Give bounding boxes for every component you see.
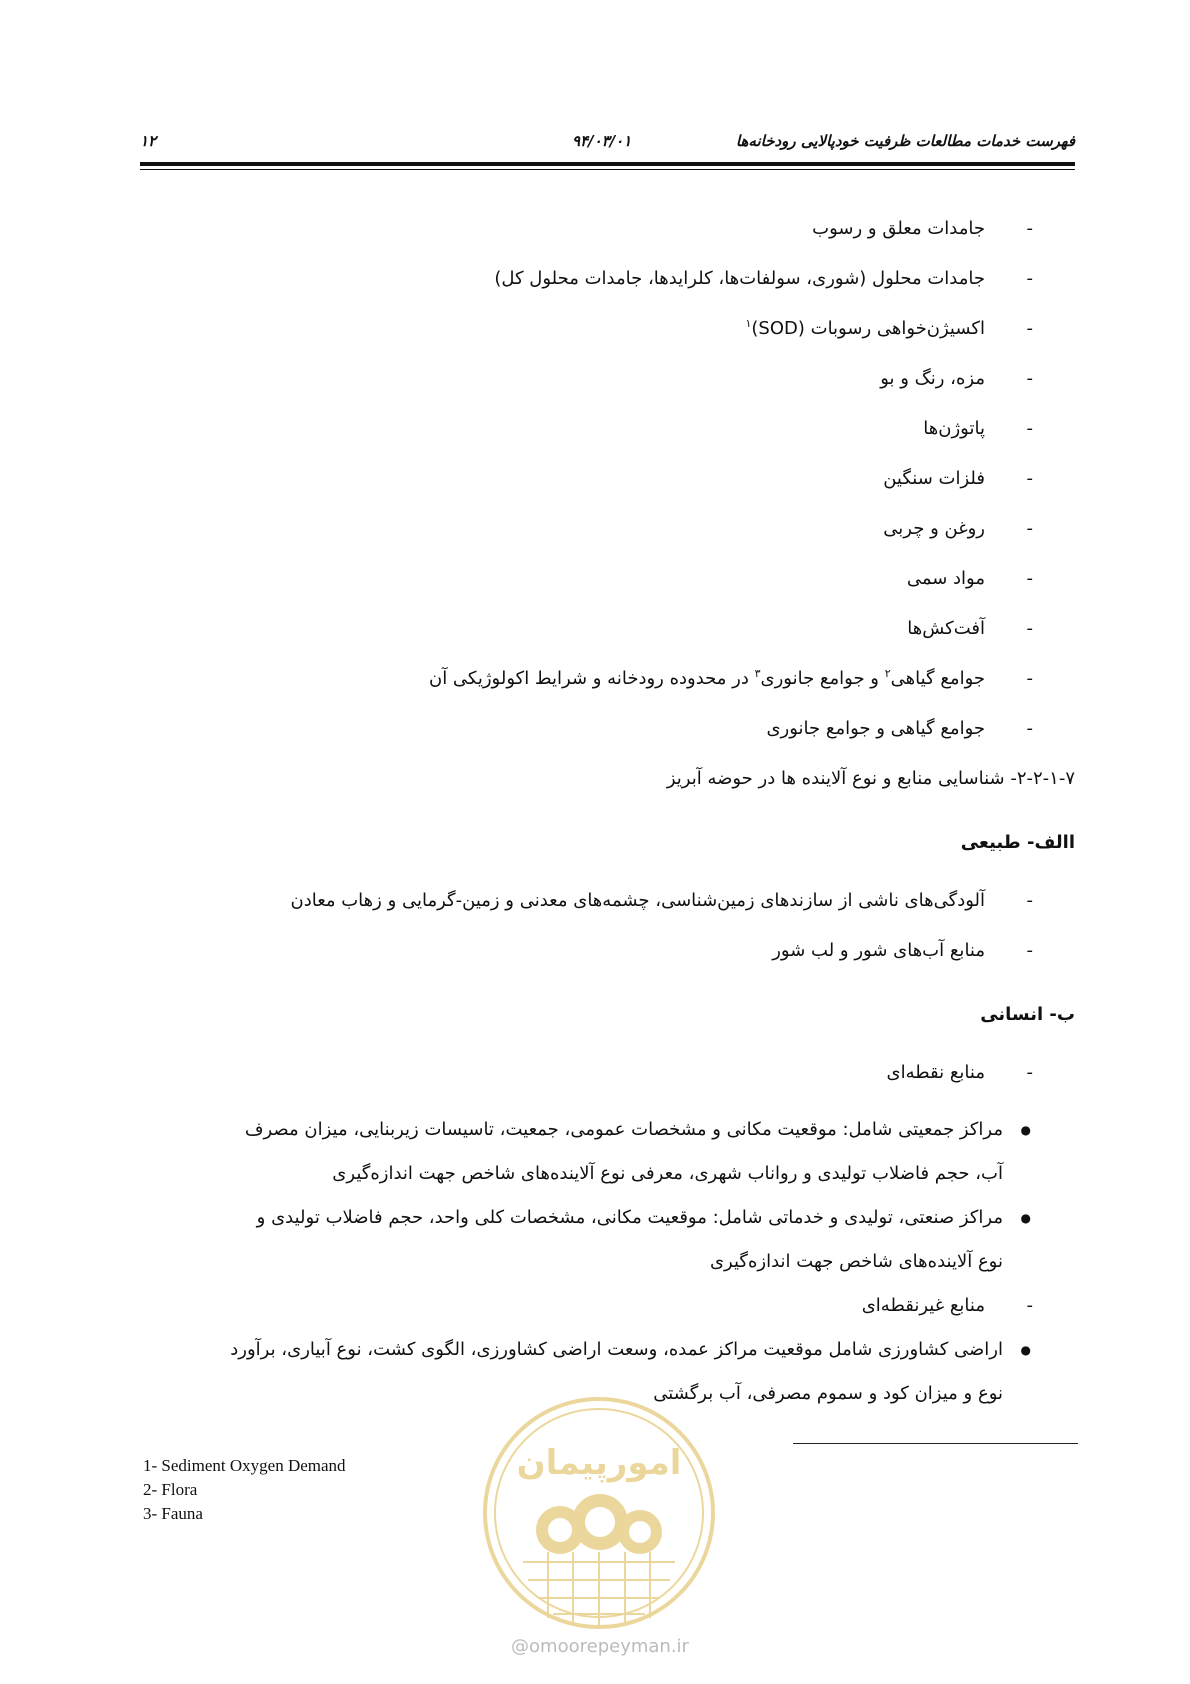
list-item: - آلودگی‌های ناشی از سازندهای زمین‌شناسی، چشمه‌های معدنی و زمین-گرمایی و زهاب معادن: [140, 886, 1075, 936]
list-item: - منابع آب‌های شور و لب شور: [140, 936, 1075, 986]
bullet-item: ● مراکز صنعتی، تولیدی و خدماتی شامل: موقعیت مکانی، مشخصات کلی واحد، حجم فاضلاب تولیدی و نوع آلاینده‌های شاخص جهت اندازه‌گیری: [140, 1196, 1075, 1284]
footnote: 2- Flora: [143, 1480, 198, 1499]
list-item: - روغن و چربی: [140, 514, 1075, 564]
watermark-site: @omoorepeyman.ir: [511, 1636, 689, 1657]
list-item: - جامدات معلق و رسوب: [140, 214, 1075, 264]
list-item: - جوامع گیاهی و جوامع جانوری: [140, 714, 1075, 764]
nonpoint-sources-item: - منابع غیرنقطه‌ای: [140, 1284, 1075, 1328]
bullet-item: ● مراکز جمعیتی شامل: موقعیت مکانی و مشخصات عمومی، جمعیت، تاسیسات زیربنایی، میزان مصرف آب، حجم فاضلاب تولیدی و رواناب شهری، معرفی نوع آلاینده‌های شاخص جهت اندازه‌گیری: [140, 1108, 1075, 1196]
footnote: 3- Fauna: [143, 1504, 203, 1523]
list-item: - آفت‌کش‌ها: [140, 614, 1075, 664]
point-sources-item: - منابع نقطه‌ای: [140, 1058, 1075, 1108]
document-body: [140, 214, 1075, 1416]
list-item: - پاتوژن‌ها: [140, 414, 1075, 464]
svg-text:امورپیمان: امورپیمان: [516, 1443, 682, 1483]
page-header: [140, 128, 1075, 156]
list-item: - جوامع گیاهی$^۲$ و جوامع جانوری$^۳$ در محدوده رودخانه و شرایط اکولوژیکی آن: [140, 664, 1075, 714]
header-date: ۹۴/۰۳/۰۱: [572, 132, 632, 150]
list-item: - فلزات سنگین: [140, 464, 1075, 514]
page-number: ۱۲: [140, 132, 157, 150]
bullet-item: ● اراضی کشاورزی شامل موقعیت مراکز عمده، وسعت اراضی کشاورزی، الگوی کشت، نوع آبیاری، برآورد نوع و میزان کود و سموم مصرفی، آب برگشتی: [140, 1328, 1075, 1416]
header-title: فهرست خدمات مطالعات ظرفیت خودپالایی رودخانه‌ها: [735, 132, 1075, 150]
section-heading: ۲-۲-۱-۷- شناسایی منابع و نوع آلاینده ها در حوضه آبریز: [666, 768, 1075, 789]
footnote-ref: ۱: [745, 317, 752, 330]
list-item: - مواد سمی: [140, 564, 1075, 614]
header-rule-thin: [140, 169, 1075, 170]
header-rule-thick: [140, 162, 1075, 166]
footnote: 1- Sediment Oxygen Demand: [143, 1456, 346, 1475]
list-item: - جامدات محلول (شوری، سولفات‌ها، کلرایدها، جامدات محلول کل): [140, 264, 1075, 314]
footnote-separator: [793, 1443, 1078, 1444]
at-icon: @: [511, 1636, 530, 1657]
footnote-ref: ۲: [884, 667, 891, 680]
list-item: - اکسیژن‌خواهی رسوبات (SOD)$^۱$: [140, 314, 1075, 364]
footnote-ref: ۳: [754, 667, 761, 680]
list-item: - مزه، رنگ و بو: [140, 364, 1075, 414]
natural-heading: االف- طبیعی: [960, 832, 1075, 853]
watermark-logo-icon: [478, 1392, 720, 1634]
footnotes: [143, 1454, 346, 1526]
human-heading: ب- انسانی: [980, 1004, 1075, 1025]
